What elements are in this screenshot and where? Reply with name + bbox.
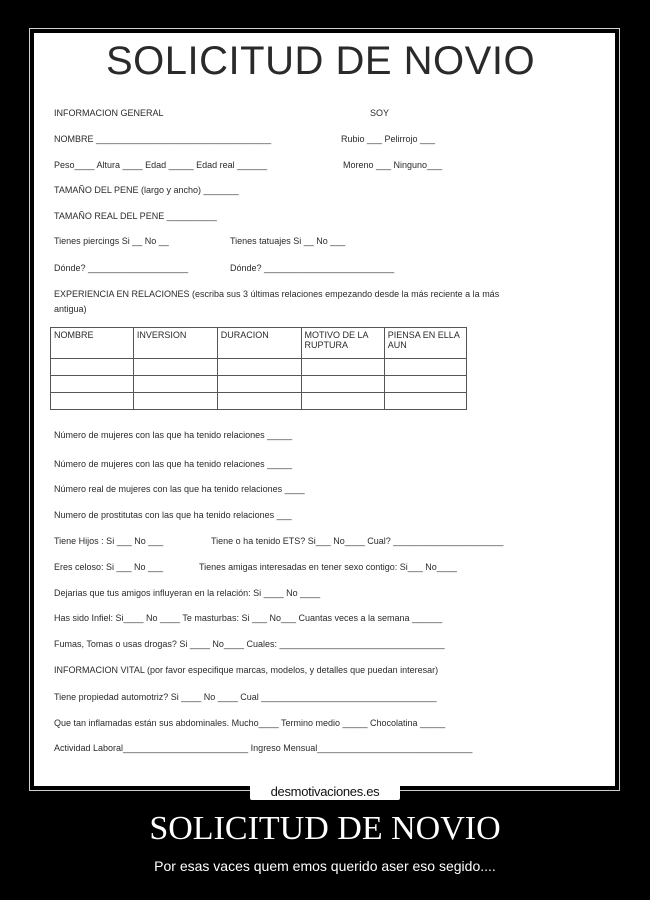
section-vital-info: INFORMACION VITAL (por favor especifique marcas, modelos, y detalles que puedan interesar) [54,665,439,675]
field-piercings: Tienes piercings Si __ No __ [54,236,169,246]
table-cell [133,376,217,393]
field-tamano-real: TAMAÑO REAL DEL PENE __________ [54,211,217,221]
table-cell [384,359,466,376]
table-cell [217,376,301,393]
section-experience: EXPERIENCIA EN RELACIONES (escriba sus 3 últimas relaciones empezando desde la más reciente a la más [54,289,500,299]
field-drogas: Fumas, Tomas o usas drogas? Si ____ No____ Cuales: _________________________________ [54,639,445,649]
table-cell [301,359,384,376]
table-cell [51,376,134,393]
table-cell [217,359,301,376]
field-moreno-ninguno: Moreno ___ Ninguno___ [343,160,443,170]
table-cell [301,393,384,410]
table-cell [384,393,466,410]
table-cell [217,393,301,410]
table-cell [133,393,217,410]
table-header: NOMBRE [51,328,134,359]
field-abdominales: Que tan inflamadas están sus abdominales. Mucho____ Termino medio _____ Chocolatina _____ [54,718,446,728]
field-hijos: Tiene Hijos : Si ___ No ___ [54,536,164,546]
field-tatuajes: Tienes tatuajes Si __ No ___ [230,236,346,246]
table-header: PIENSA EN ELLA AUN [384,328,466,359]
field-celoso: Eres celoso: Si ___ No ___ [54,562,164,572]
field-amigas: Tienes amigas interesadas en tener sexo contigo: Si___ No____ [199,562,457,572]
section-experience-cont: antigua) [54,304,87,314]
table-row [51,359,467,376]
form-document [34,33,615,786]
table-cell [51,359,134,376]
field-actividad-ingreso: Actividad Laboral_________________________ Ingreso Mensual_______________________________ [54,743,473,753]
field-peso-altura-edad: Peso____ Altura ____ Edad _____ Edad real ______ [54,160,268,170]
field-num-mujeres-2: Número de mujeres con las que ha tenido relaciones _____ [54,459,293,469]
section-general-info: INFORMACION GENERAL [54,108,164,118]
field-nombre: NOMBRE ___________________________________ [54,134,272,144]
table-header-row [51,328,467,359]
site-watermark: desmotivaciones.es [250,784,400,800]
field-automotriz: Tiene propiedad automotriz? Si ____ No ____ Cual ___________________________________ [54,692,437,702]
table-cell [384,376,466,393]
relationships-table [50,327,467,410]
table-header: MOTIVO DE LA RUPTURA [301,328,384,359]
field-num-real-mujeres: Número real de mujeres con las que ha tenido relaciones ____ [54,484,305,494]
caption-subtitle: Por esas vaces quem emos querido aser eso segido.... [154,858,496,874]
field-rubio-pelirrojo: Rubio ___ Pelirrojo ___ [341,134,436,144]
field-num-mujeres: Número de mujeres con las que ha tenido relaciones _____ [54,430,293,440]
label-soy: SOY [370,108,390,118]
table-cell [301,376,384,393]
field-num-prostitutas: Numero de prostitutas con las que ha tenido relaciones ___ [54,510,292,520]
field-infiel: Has sido Infiel: Si____ No ____ Te masturbas: Si ___ No___ Cuantas veces a la semana ______ [54,613,443,623]
table-header: INVERSION [133,328,217,359]
table-row [51,393,467,410]
caption-title: SOLICITUD DE NOVIO [149,810,501,847]
form-title: SOLICITUD DE NOVIO [106,39,536,83]
field-donde-tatuajes: Dónde? __________________________ [230,263,395,273]
table-header: DURACION [217,328,301,359]
field-donde-piercings: Dónde? ____________________ [54,263,189,273]
field-amigos-influyeran: Dejarias que tus amigos influyeran en la relación: Si ____ No ____ [54,588,321,598]
table-cell [133,359,217,376]
table-cell [51,393,134,410]
field-tamano: TAMAÑO DEL PENE (largo y ancho) _______ [54,185,239,195]
table-row [51,376,467,393]
field-ets: Tiene o ha tenido ETS? Si___ No____ Cual? ______________________ [211,536,504,546]
